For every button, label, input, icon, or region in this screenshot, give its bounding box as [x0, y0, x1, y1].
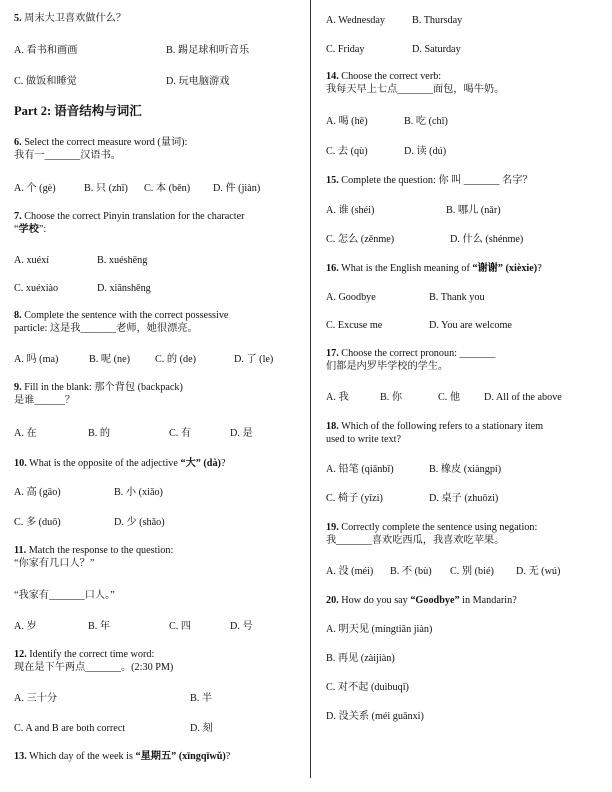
option-a[interactable]: A. Goodbye: [326, 292, 376, 303]
option-a[interactable]: A. 在: [14, 428, 37, 439]
option-b[interactable]: B. xuéshēng: [97, 255, 148, 266]
question-stem: Fill in the blank: 那个背包 (backpack): [24, 382, 183, 393]
question-stem: Choose the correct verb:: [341, 71, 442, 82]
option-c[interactable]: C. Friday: [326, 44, 365, 55]
option-b[interactable]: B. 只 (zhī): [84, 183, 128, 194]
option-b[interactable]: B. 呢 (ne): [89, 354, 131, 365]
option-a[interactable]: A. 没 (méi): [326, 566, 374, 577]
question-stem-line2: 我有一_______汉语书。: [14, 150, 121, 162]
question-number: 16.: [326, 263, 339, 274]
question-number: 7.: [14, 211, 22, 222]
option-c[interactable]: C. 做饭和睡觉: [14, 76, 77, 87]
option-a[interactable]: A. 吗 (ma): [14, 354, 59, 365]
column-divider: [310, 0, 311, 778]
question-number: 10.: [14, 458, 27, 469]
option-c[interactable]: C. 怎么 (zěnme): [326, 234, 395, 245]
option-c[interactable]: C. A and B are both correct: [14, 723, 126, 734]
option-a[interactable]: A. 看书和画画: [14, 45, 78, 56]
option-c[interactable]: C. 别 (bié): [450, 566, 494, 577]
option-d[interactable]: D. 读 (dú): [404, 146, 447, 157]
option-b[interactable]: B. 年: [88, 621, 111, 632]
option-d[interactable]: D. 号: [230, 621, 253, 632]
option-a[interactable]: A. 我: [326, 392, 349, 403]
question-7: [14, 210, 296, 237]
quote-close: ”:: [38, 224, 47, 236]
question-stem: Correctly complete the sentence using negation:: [341, 522, 538, 533]
option-d[interactable]: D. 少 (shǎo): [114, 517, 165, 528]
target-word: “星期五” (xīngqīwǔ): [135, 751, 226, 762]
option-b[interactable]: B. 小 (xiǎo): [114, 487, 163, 498]
option-a[interactable]: A. 谁 (shéi): [326, 205, 375, 216]
question-stem: Which day of the week is: [29, 751, 136, 762]
option-c[interactable]: C. 多 (duō): [14, 517, 61, 528]
question-stem: Match the response to the question:: [28, 545, 174, 556]
question-12: [14, 648, 296, 675]
option-d[interactable]: D. 了 (le): [234, 354, 274, 365]
option-d[interactable]: D. 什么 (shénme): [450, 234, 524, 245]
question-stem-line2: 是谁______？: [14, 395, 76, 407]
question-stem-line2: used to write text?: [326, 434, 401, 446]
option-d[interactable]: D. Saturday: [412, 44, 461, 55]
question-number: 11.: [14, 545, 27, 556]
option-d[interactable]: D. 是: [230, 428, 253, 439]
question-15: [326, 174, 602, 187]
option-b[interactable]: B. 的: [88, 428, 111, 439]
question-stem: How do you say: [341, 595, 411, 606]
option-b[interactable]: B. Thursday: [412, 15, 463, 26]
option-d[interactable]: D. xiānshēng: [97, 283, 151, 294]
option-d[interactable]: D. All of the above: [484, 392, 562, 403]
question-stem: Which of the following refers to a stationary item: [341, 421, 544, 432]
question-stem-line2: particle: 这是我_______老师，她很漂亮。: [14, 323, 198, 335]
question-8: [14, 309, 296, 336]
option-c[interactable]: C. 去 (qù): [326, 146, 368, 157]
option-a[interactable]: A. 岁: [14, 621, 37, 632]
quote-open: “: [14, 224, 19, 236]
question-number: 8.: [14, 310, 22, 321]
option-d[interactable]: D. 无 (wú): [516, 566, 561, 577]
option-a[interactable]: A. 三十分: [14, 693, 58, 704]
option-b[interactable]: B. 再见 (zàijiàn): [326, 653, 395, 664]
question-mark: ?: [225, 751, 231, 762]
question-16: [326, 262, 602, 275]
question-number: 18.: [326, 421, 339, 432]
option-b[interactable]: B. 吃 (chī): [404, 116, 448, 127]
option-a[interactable]: A. 明天见 (míngtiān jiàn): [326, 624, 433, 635]
question-11: [14, 544, 296, 571]
option-c[interactable]: C. 对不起 (duìbuqǐ): [326, 682, 409, 693]
question-stem: Choose the correct pronoun: _______: [341, 348, 496, 359]
question-stem: 周末大卫喜欢做什么？: [24, 13, 127, 24]
right-column: [326, 0, 602, 792]
option-a[interactable]: A. xuéxí: [14, 255, 50, 266]
question-stem: Identify the correct time word:: [29, 649, 155, 660]
question-stem-end: in Mandarin?: [459, 595, 517, 606]
option-c[interactable]: C. 椅子 (yǐzi): [326, 493, 383, 504]
option-c[interactable]: C. 他: [438, 392, 461, 403]
option-b[interactable]: B. 踢足球和听音乐: [166, 45, 250, 56]
question-20: [326, 594, 602, 607]
option-a[interactable]: A. Wednesday: [326, 15, 385, 26]
option-b[interactable]: B. 你: [380, 392, 403, 403]
question-number: 19.: [326, 522, 339, 533]
question-17: [326, 347, 602, 374]
question-10: [14, 457, 296, 470]
target-word: “Goodbye”: [410, 595, 460, 606]
question-stem: Select the correct measure word (量词):: [24, 137, 188, 148]
question-number: 6.: [14, 137, 22, 148]
question-quote: “你家有几口人？”: [14, 558, 95, 570]
question-stem: What is the opposite of the adjective: [29, 458, 181, 469]
option-d[interactable]: D. 件 (jiàn): [213, 183, 261, 194]
question-18: [326, 420, 602, 447]
option-b[interactable]: B. 橡皮 (xiàngpí): [429, 464, 502, 475]
question-9: [14, 381, 296, 408]
option-d[interactable]: D. 刻: [190, 723, 213, 734]
question-number: 13.: [14, 751, 27, 762]
question-number: 12.: [14, 649, 27, 660]
question-stem: What is the English meaning of: [341, 263, 473, 274]
option-b[interactable]: B. 半: [190, 693, 213, 704]
option-c[interactable]: C. 的 (de): [155, 354, 197, 365]
response-quote: “我家有_______口人。”: [14, 590, 115, 601]
question-number: 15.: [326, 175, 339, 186]
option-a[interactable]: A. 高 (gāo): [14, 487, 61, 498]
left-column: [14, 0, 296, 792]
question-6: [14, 136, 296, 163]
question-stem-line2: 我_______喜欢吃西瓜，我喜欢吃苹果。: [326, 535, 505, 547]
question-19: [326, 521, 602, 548]
question-5: [14, 12, 296, 25]
target-word: “谢谢” (xièxie): [472, 263, 538, 274]
option-c[interactable]: C. 本 (běn): [144, 183, 191, 194]
option-d[interactable]: D. 没关系 (méi guānxi): [326, 711, 424, 722]
option-d[interactable]: D. You are welcome: [429, 320, 512, 331]
target-character: 学校: [18, 224, 39, 236]
question-14: [326, 70, 602, 97]
option-c[interactable]: C. Excuse me: [326, 320, 383, 331]
question-13: [14, 750, 296, 763]
section-title: Part 2: 语音结构与词汇: [14, 104, 142, 118]
question-number: 9.: [14, 382, 22, 393]
option-c[interactable]: C. 有: [169, 428, 192, 439]
target-word: “大” (dà): [180, 458, 221, 469]
option-a[interactable]: A. 喝 (hē): [326, 116, 368, 127]
question-number: 5.: [14, 13, 22, 24]
option-b[interactable]: B. Thank you: [429, 292, 485, 303]
option-d[interactable]: D. 桌子 (zhuōzi): [429, 493, 499, 504]
option-a[interactable]: A. 铅笔 (qiānbǐ): [326, 464, 394, 475]
question-mark: ?: [220, 458, 226, 469]
option-b[interactable]: B. 哪儿 (nǎr): [446, 205, 501, 216]
option-c[interactable]: C. xuéxiào: [14, 283, 59, 294]
question-number: 20.: [326, 595, 339, 606]
question-stem: Choose the correct Pinyin translation for the character: [24, 211, 245, 222]
question-stem: Complete the sentence with the correct possessive: [24, 310, 229, 321]
question-stem-line2: 现在是下午两点_______。(2:30 PM): [14, 662, 174, 674]
question-number: 17.: [326, 348, 339, 359]
question-mark: ?: [537, 263, 542, 274]
question-stem-line2: 们都是内罗毕学校的学生。: [326, 361, 449, 373]
question-stem: Complete the question: 你 叫 _______ 名字？: [341, 175, 533, 186]
option-c[interactable]: C. 四: [169, 621, 192, 632]
option-b[interactable]: B. 不 (bù): [390, 566, 432, 577]
question-number: 14.: [326, 71, 339, 82]
option-d[interactable]: D. 玩电脑游戏: [166, 76, 230, 87]
option-a[interactable]: A. 个 (gè): [14, 183, 56, 194]
question-stem-line2: 我每天早上七点_______面包，喝牛奶。: [326, 84, 505, 96]
